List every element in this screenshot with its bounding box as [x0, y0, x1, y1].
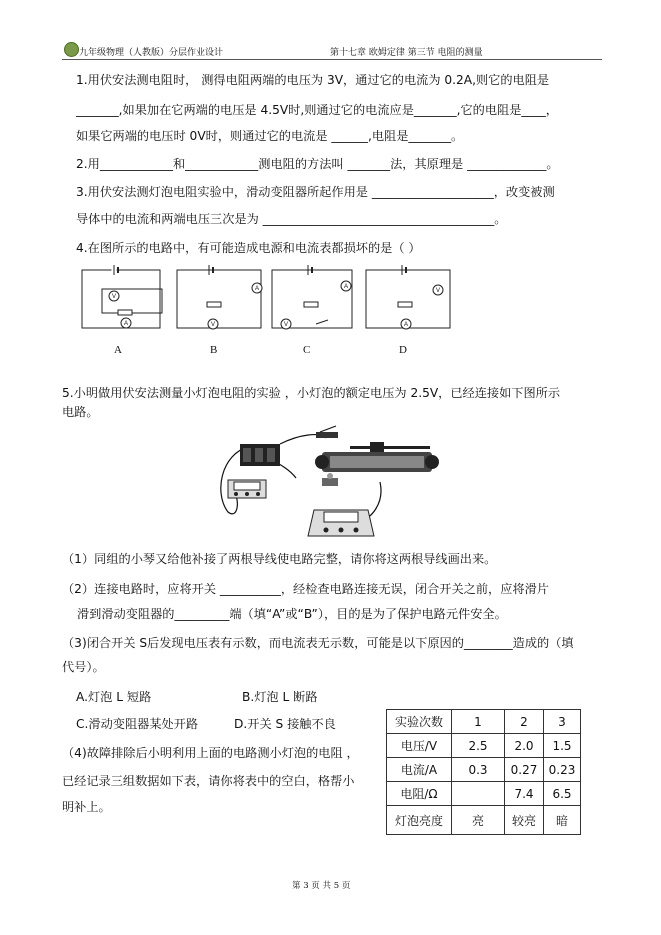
q5-part2-line1: （2）连接电路时，应将开关 __________，经检查电路连接无误，闭合开关之前，应将滑片 — [62, 582, 549, 596]
q5-part4-line3: 明补上。 — [62, 800, 111, 814]
header-right: 第十七章 欧姆定律 第三节 电阻的测量 — [330, 48, 483, 58]
table-cell: 电流/A — [387, 758, 452, 782]
q4-circuit-diagrams — [74, 262, 454, 340]
table-cell: 2.5 — [452, 734, 505, 758]
table-row — [387, 782, 581, 806]
q1-line2: _______,如果加在它两端的电压是 4.5V时,则通过它的电流应是_______,它的电阻是____， — [76, 103, 558, 117]
q5-option-b: B.灯泡 L 断路 — [242, 690, 318, 704]
rheostat-icon — [315, 442, 439, 472]
table-cell: 1.5 — [544, 734, 581, 758]
q5-part3-line2: 代号）。 — [62, 660, 105, 674]
q5-part3-line1: （3)闭合开关 S后发现电压表有示数，而电流表无示数，可能是以下原因的________造成的（填 — [62, 636, 574, 650]
q4-option-c: C — [303, 344, 311, 356]
table-cell: 0.3 — [452, 758, 505, 782]
table-cell: 0.23 — [544, 758, 581, 782]
table-cell: 6.5 — [544, 782, 581, 806]
circuit-a — [82, 265, 162, 328]
q5-line1: 5.小明做用伏安法测量小灯泡电阻的实验 ，小灯泡的额定电压为 2.5V，已经连接如下图所示 — [62, 386, 561, 400]
q5-part4-line2: 已经记录三组数据如下表，请你将表中的空白，格帮小 — [62, 774, 355, 788]
q5-part1: （1）同组的小琴又给他补接了两根导线使电路完整，请你将这两根导线画出来。 — [62, 552, 497, 566]
table-header-row — [387, 710, 581, 734]
table-row — [387, 806, 581, 835]
table-cell: 0.27 — [505, 758, 544, 782]
table-row — [387, 734, 581, 758]
table-cell: 亮 — [452, 806, 505, 835]
table-cell: 电阻/Ω — [387, 782, 452, 806]
q1-line1: 1.用伏安法测电阻时， 测得电阻两端的电压为 3V，通过它的电流为 0.2A,则它的电阻是 — [76, 73, 550, 87]
q5-option-c: C.滑动变阻器某处开路 — [76, 717, 199, 731]
q5-line2: 电路。 — [62, 405, 99, 419]
q4-line1: 4.在图所示的电路中，有可能造成电源和电流表都损坏的是（ ） — [76, 241, 421, 255]
table-cell: 7.4 — [505, 782, 544, 806]
table-cell-blank — [452, 782, 505, 806]
data-table — [386, 709, 581, 835]
svg-text:V: V — [210, 322, 216, 328]
table-cell: 2.0 — [505, 734, 544, 758]
page-number: 第 3 页 共 5 页 — [292, 881, 351, 891]
q5-part2-line2: 滑到滑动变阻器的_________端（填“A”或“B”），目的是为了保护电路元件安全。 — [77, 607, 507, 621]
svg-text:A: A — [123, 321, 129, 327]
svg-text:A: A — [403, 322, 409, 328]
ammeter-icon — [228, 480, 266, 498]
q5-part4-line1: （4)故障排除后小明利用上面的电路测小灯泡的电阻 ， — [62, 746, 359, 760]
table-cell: 灯泡亮度 — [387, 806, 452, 835]
q4-option-d: D — [399, 344, 407, 356]
table-row — [387, 758, 581, 782]
q5-option-a: A.灯泡 L 短路 — [76, 690, 152, 704]
header-left: 九年级物理（人教版）分层作业设计 — [79, 48, 224, 58]
table-header-cell: 2 — [505, 710, 544, 734]
svg-text:A: A — [343, 284, 349, 290]
table-cell: 较亮 — [505, 806, 544, 835]
svg-text:V: V — [283, 322, 289, 328]
table-cell: 电压/V — [387, 734, 452, 758]
q3-line1: 3.用伏安法测灯泡电阻实验中，滑动变阻器所起作用是 ____________________，改变被测 — [76, 185, 555, 199]
table-header-cell: 1 — [452, 710, 505, 734]
svg-text:A: A — [254, 286, 260, 292]
q2-line1: 2.用____________和____________测电阻的方法叫 _______法，其原理是 _____________。 — [76, 157, 559, 171]
circuit-c — [272, 265, 352, 329]
voltmeter-icon — [308, 510, 374, 536]
switch-icon — [316, 426, 338, 438]
q4-option-a: A — [114, 344, 122, 356]
circuit-d — [366, 265, 450, 329]
svg-text:V: V — [111, 294, 117, 300]
header-rule — [62, 59, 602, 60]
q4-option-b: B — [210, 344, 218, 356]
svg-text:V: V — [435, 288, 441, 294]
lamp-icon — [322, 473, 338, 486]
circuit-b — [177, 265, 262, 329]
battery-icon — [240, 444, 280, 466]
q5-option-d: D.开关 S 接触不良 — [234, 717, 336, 731]
table-header-cell: 3 — [544, 710, 581, 734]
table-cell: 暗 — [544, 806, 581, 835]
table-header-cell: 实验次数 — [387, 710, 452, 734]
q1-line3: 如果它两端的电压时 0V时，则通过它的电流是 ______,电阻是_______。 — [76, 129, 464, 143]
q5-apparatus-illustration — [210, 424, 445, 546]
q3-line2: 导体中的电流和两端电压三次是为 ______________________________________。 — [76, 212, 507, 226]
school-logo-icon — [64, 42, 79, 57]
